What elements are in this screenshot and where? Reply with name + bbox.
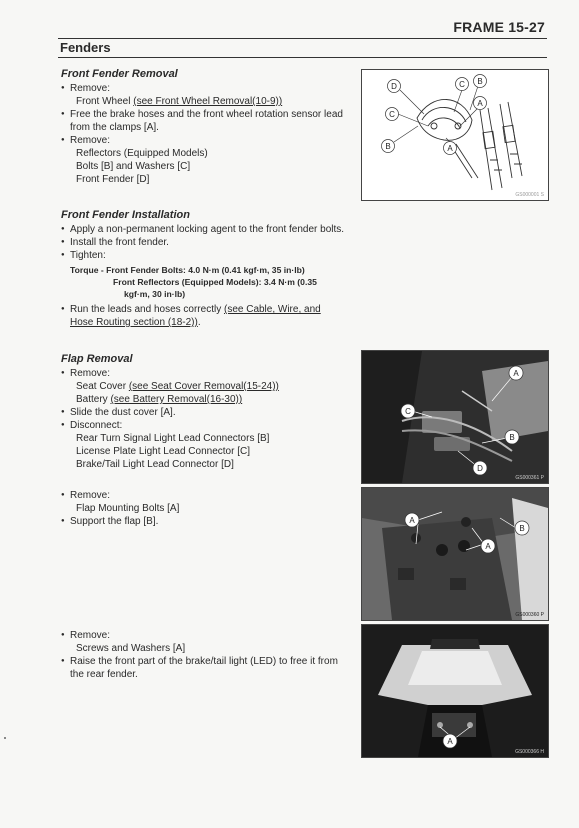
step-front-fender: Front Fender [D]: [76, 174, 150, 185]
tail-light-section: [61, 629, 351, 681]
fig1-label-c: C: [459, 80, 465, 89]
fig3-label-b: B: [519, 524, 525, 533]
fig4-code: GS000366 H: [515, 749, 544, 755]
step-front-wheel: [61, 95, 351, 108]
bullet-tighten: ● Tighten:: [61, 249, 351, 262]
bullet-flap-remove: ● Remove:: [61, 367, 351, 380]
bullet-remove-2: ● Remove:: [61, 134, 351, 147]
bullet-flap-remove-2: ● Remove:: [61, 489, 351, 502]
torque-reflectors: Front Reflectors (Equipped Models): 3.4 N·m (0.35: [113, 277, 317, 287]
title-rule: [58, 57, 547, 58]
margin-mark: [4, 737, 6, 739]
bullet-disconnect: ● Disconnect:: [61, 419, 351, 432]
flap-removal-title: Flap Removal: [61, 353, 133, 365]
fig1-label-a2: A: [447, 144, 453, 153]
battery-link[interactable]: (see Battery Removal(16-30)): [110, 394, 243, 405]
fig1-label-d: D: [391, 82, 397, 91]
front-fender-line-drawing: [362, 70, 548, 200]
fig1-code: GS000001 S: [515, 192, 544, 198]
front-wheel-text: Front Wheel: [76, 96, 134, 107]
step-bolts-washers: Bolts [B] and Washers [C]: [76, 161, 191, 172]
step-screws-washers: Screws and Washers [A]: [76, 643, 186, 654]
cable-routing-link[interactable]: (see Cable, Wire, and: [223, 304, 321, 315]
bullet-raise-tail-light: ● Raise the front part of the brake/tail light (LED) to free it from the rear fender.: [61, 655, 351, 681]
run-leads-text: Run the leads and hoses correctly: [70, 304, 224, 315]
figure-flap-photo: [361, 487, 549, 621]
step-turn-signal-connectors: Rear Turn Signal Light Lead Connectors [B]: [76, 433, 270, 444]
flap-bolts-section: [61, 489, 351, 528]
page-title: Fenders: [60, 40, 111, 55]
figure-connectors-photo: [361, 350, 549, 484]
fig2-label-d: D: [477, 464, 483, 473]
bullet-free-hoses: ● Free the brake hoses and the front wheel rotation sensor lead from the clamps [A].: [61, 108, 351, 134]
seat-cover-text: Seat Cover: [76, 381, 129, 392]
bullet-install-fender: ● Install the front fender.: [61, 236, 351, 249]
bullet-remove: ● Remove:: [61, 82, 351, 95]
fig3-label-a: A: [409, 516, 415, 525]
front-fender-installation-section: [61, 209, 351, 329]
seat-cover-link[interactable]: (see Seat Cover Removal(15-24)): [128, 381, 279, 392]
bullet-flap-remove-3: ● Remove:: [61, 629, 351, 642]
step-license-plate-connector: License Plate Light Lead Connector [C]: [76, 446, 250, 457]
fig4-label-a: A: [447, 737, 453, 746]
section-page-number: FRAME 15-27: [453, 19, 545, 35]
fig3-code: GS000360 P: [515, 612, 544, 618]
step-brake-tail-connector: Brake/Tail Light Lead Connector [D]: [76, 459, 234, 470]
header-rule: [58, 38, 547, 39]
bullet-slide-dust-cover: ● Slide the dust cover [A].: [61, 406, 351, 419]
flap-photo: [362, 488, 548, 620]
cable-routing-link-cont[interactable]: Hose Routing section (18-2)): [70, 317, 198, 328]
fig1-label-b: B: [477, 77, 483, 86]
figure-tail-light-photo: [361, 624, 549, 758]
run-leads-suffix: .: [197, 317, 201, 328]
fig2-label-a: A: [513, 369, 519, 378]
fig2-code: GS000361 P: [515, 475, 544, 481]
fig2-label-b: B: [509, 433, 515, 442]
torque-fender-bolts: Torque - Front Fender Bolts: 4.0 N·m (0.41 kgf·m, 35 in·lb): [70, 265, 305, 275]
bullet-support-flap: ● Support the flap [B].: [61, 515, 351, 528]
bullet-run-leads: [61, 303, 351, 329]
connectors-photo: [362, 351, 548, 483]
front-fender-installation-title: Front Fender Installation: [61, 209, 190, 221]
fig1-label-a: A: [477, 99, 483, 108]
front-fender-removal-title: Front Fender Removal: [61, 68, 178, 80]
fig2-label-c: C: [405, 407, 411, 416]
front-fender-removal-section: [61, 68, 351, 186]
tail-light-photo: [362, 625, 548, 757]
fig3-label-a2: A: [485, 542, 491, 551]
step-flap-mounting-bolts: Flap Mounting Bolts [A]: [76, 503, 180, 514]
battery-text: Battery: [76, 394, 111, 405]
flap-removal-section: [61, 353, 351, 471]
figure-front-fender-diagram: [361, 69, 549, 201]
fig1-label-b2: B: [385, 142, 391, 151]
step-seat-cover: [61, 380, 351, 393]
front-wheel-link[interactable]: (see Front Wheel Removal(10-9)): [133, 96, 283, 107]
step-battery: [61, 393, 351, 406]
bullet-apply-locking-agent: ● Apply a non-permanent locking agent to the front fender bolts.: [61, 223, 351, 236]
step-reflectors: Reflectors (Equipped Models): [76, 148, 208, 159]
fig1-label-c2: C: [389, 110, 395, 119]
torque-reflectors-cont: kgf·m, 30 in·lb): [124, 289, 186, 299]
